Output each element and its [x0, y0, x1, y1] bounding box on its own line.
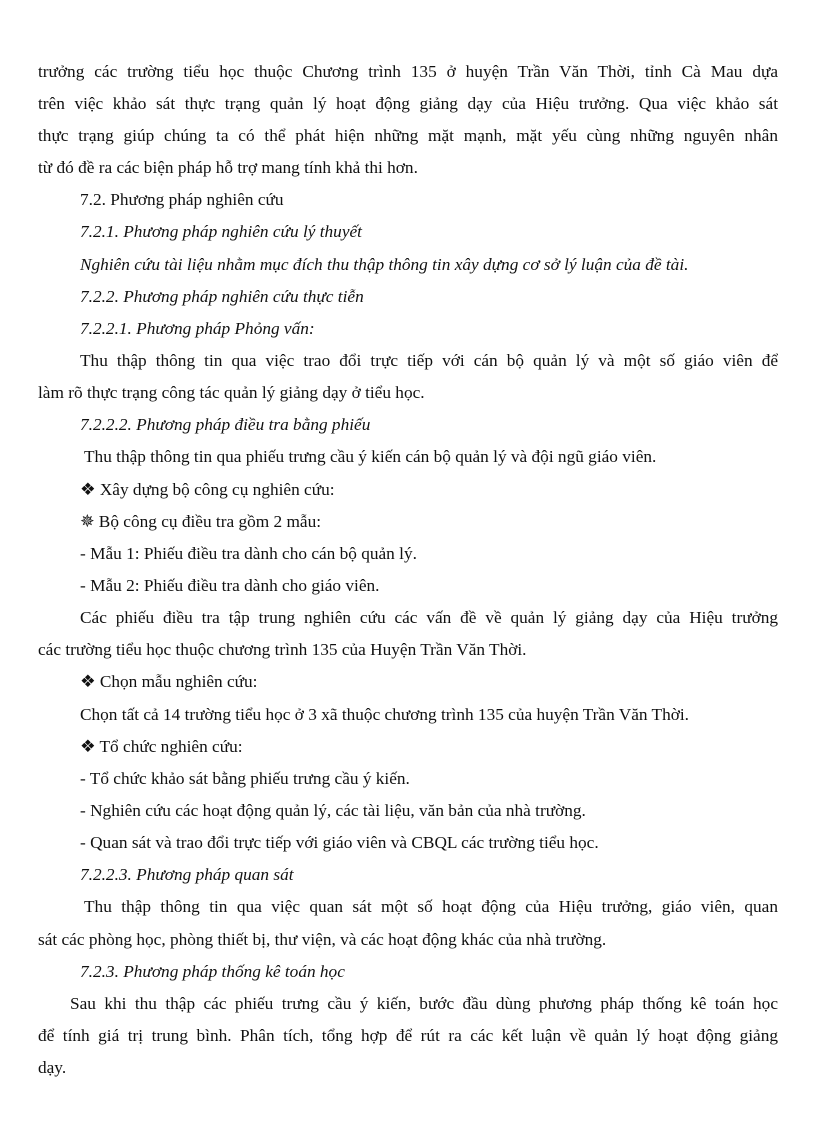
body-line: trên việc khảo sát thực trạng quản lý hoạt động giảng dạy của Hiệu trưởng. Qua việc khảo sát	[38, 94, 778, 113]
section-heading-7-2-2: 7.2.2. Phương pháp nghiên cứu thực tiễn	[80, 287, 364, 306]
body-line: làm rõ thực trạng công tác quản lý giảng dạy ở tiểu học.	[38, 383, 425, 402]
list-item: - Mẫu 2: Phiếu điều tra dành cho giáo viên.	[80, 576, 380, 595]
body-line: dạy.	[38, 1058, 67, 1077]
section-heading-7-2: 7.2. Phương pháp nghiên cứu	[80, 190, 284, 209]
section-heading-7-2-2-1: 7.2.2.1. Phương pháp Phỏng vấn:	[80, 319, 315, 338]
section-heading-7-2-3: 7.2.3. Phương pháp thống kê toán học	[80, 962, 345, 981]
section-heading-7-2-1: 7.2.1. Phương pháp nghiên cứu lý thuyết	[80, 222, 362, 241]
body-line: các trường tiểu học thuộc chương trình 135 của Huyện Trần Văn Thời.	[38, 640, 527, 659]
bullet-item: ❖ Tổ chức nghiên cứu:	[80, 737, 243, 756]
body-line: từ đó đề ra các biện pháp hỗ trợ mang tính khả thi hơn.	[38, 158, 418, 177]
list-item: - Tổ chức khảo sát bằng phiếu trưng cầu ý kiến.	[80, 769, 410, 788]
section-heading-7-2-2-3: 7.2.2.3. Phương pháp quan sát	[80, 865, 294, 884]
bullet-item: ❖ Xây dựng bộ công cụ nghiên cứu:	[80, 480, 335, 499]
body-line: Sau khi thu thập các phiếu trưng cầu ý kiến, bước đầu dùng phương pháp thống kê toán học	[70, 994, 778, 1013]
body-line: Chọn tất cả 14 trường tiểu học ở 3 xã thuộc chương trình 135 của huyện Trần Văn Thời.	[80, 705, 689, 724]
body-line: sát các phòng học, phòng thiết bị, thư viện, và các hoạt động khác của nhà trường.	[38, 930, 607, 949]
list-item: - Quan sát và trao đổi trực tiếp với giáo viên và CBQL các trường tiểu học.	[80, 833, 599, 852]
body-line: thực trạng giúp chúng ta có thể phát hiện những mặt mạnh, mặt yếu cùng những nguyên nhân	[38, 126, 778, 145]
bullet-item: ✵ Bộ công cụ điều tra gồm 2 mẫu:	[80, 512, 322, 531]
body-line: Các phiếu điều tra tập trung nghiên cứu các vấn đề về quản lý giảng dạy của Hiệu trưởng	[80, 608, 778, 627]
body-line: trưởng các trường tiểu học thuộc Chương trình 135 ở huyện Trần Văn Thời, tỉnh Cà Mau dựa	[38, 62, 778, 81]
body-line: Thu thập thông tin qua việc quan sát một số hoạt động của Hiệu trưởng, giáo viên, quan	[84, 897, 778, 916]
body-line-italic: Nghiên cứu tài liệu nhằm mục đích thu thập thông tin xây dựng cơ sở lý luận của đề tài.	[80, 255, 689, 274]
bullet-item: ❖ Chọn mẫu nghiên cứu:	[80, 672, 258, 691]
body-line: để tính giá trị trung bình. Phân tích, tổng hợp để rút ra các kết luận về quản lý hoạt động giảng	[38, 1026, 778, 1045]
list-item: - Nghiên cứu các hoạt động quản lý, các tài liệu, văn bản của nhà trường.	[80, 801, 586, 820]
section-heading-7-2-2-2: 7.2.2.2. Phương pháp điều tra bằng phiếu	[80, 415, 371, 434]
list-item: - Mẫu 1: Phiếu điều tra dành cho cán bộ quản lý.	[80, 544, 417, 563]
body-line: Thu thập thông tin qua việc trao đổi trực tiếp với cán bộ quản lý và một số giáo viên để	[80, 351, 778, 370]
body-line: Thu thập thông tin qua phiếu trưng cầu ý kiến cán bộ quản lý và đội ngũ giáo viên.	[84, 447, 657, 466]
